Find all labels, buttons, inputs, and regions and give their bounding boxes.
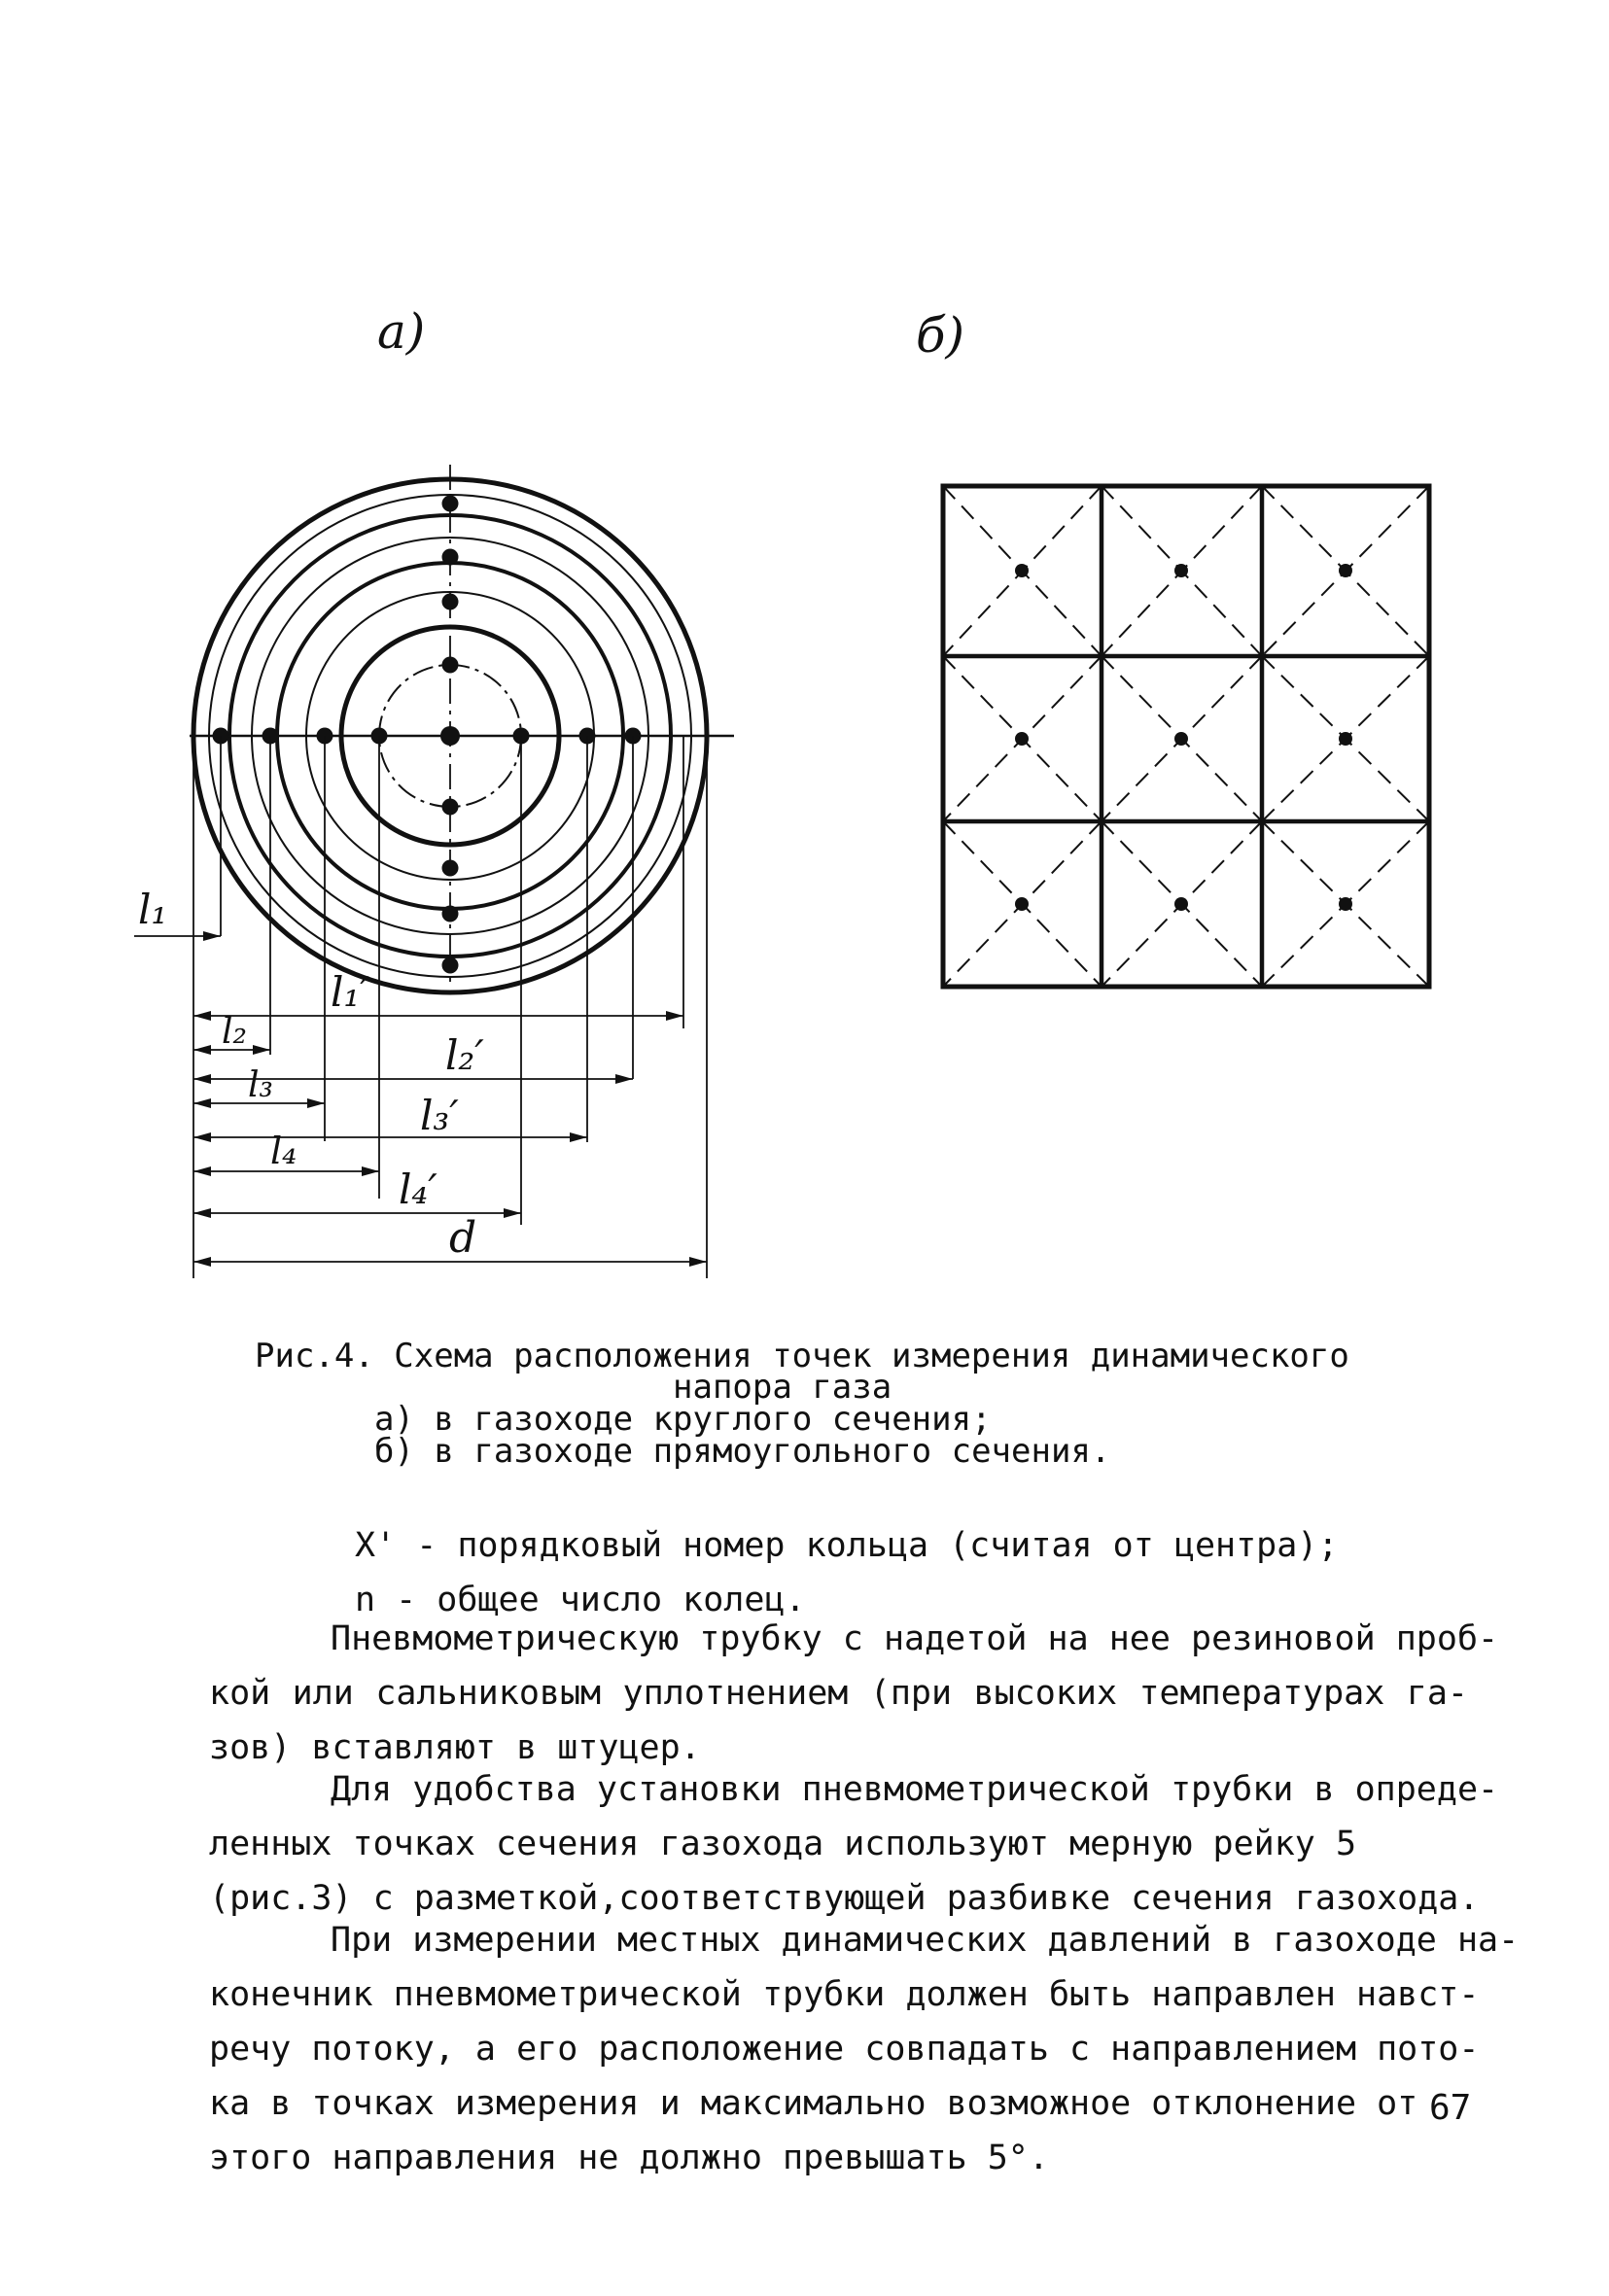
legend-x: X' - порядковый номер кольца (считая от центра);	[355, 1526, 1339, 1565]
label-l1: l₁	[138, 886, 168, 933]
measurement-point	[442, 594, 459, 610]
paragraph-line: речу потоку, а его расположение совпадать с направлением пото-	[209, 2030, 1480, 2069]
measurement-point	[442, 549, 459, 566]
measurement-point	[442, 657, 459, 674]
measurement-point	[1339, 732, 1352, 746]
label-l4: l₄	[270, 1130, 297, 1172]
measurement-point	[1015, 732, 1029, 746]
dimension-labels	[138, 886, 484, 1263]
paragraph-line: этого направления не должно превышать 5°.	[209, 2139, 1049, 2177]
measurement-point	[1015, 897, 1029, 911]
measurement-point	[1015, 564, 1029, 577]
measurement-point	[442, 957, 459, 974]
label-l1-prime: l₁′	[331, 968, 369, 1016]
measurement-point	[1339, 564, 1352, 577]
figure-label-a: а)	[377, 303, 426, 360]
measurement-point	[442, 799, 459, 816]
page-number: 67	[1429, 2088, 1472, 2128]
paragraph-line: кой или сальниковым уплотнением (при высоких температурах га-	[209, 1674, 1468, 1713]
paragraph-line: При измерении местных динамических давлений в газоходе на-	[331, 1921, 1520, 1960]
paragraph-line: Для удобства установки пневмометрической трубки в опреде-	[331, 1770, 1499, 1809]
label-l4-prime: l₄′	[399, 1165, 437, 1213]
label-l2-prime: l₂′	[445, 1031, 484, 1079]
paragraph-1	[209, 1612, 1499, 1775]
measurement-point	[1339, 897, 1352, 911]
figure-caption-line1: Рис.4. Схема расположения точек измерения динамического	[255, 1337, 1349, 1375]
paragraph-3	[209, 1913, 1520, 2185]
measurement-point	[1174, 897, 1188, 911]
paragraph-line: зов) вставляют в штуцер.	[209, 1728, 701, 1767]
measurement-point	[442, 906, 459, 922]
measurement-point	[440, 726, 460, 746]
paragraph-line: Пневмометрическую трубку с надетой на нее резиновой проб-	[331, 1619, 1499, 1658]
figure-caption-line3: а) в газоходе круглого сечения;	[374, 1400, 992, 1439]
figure-caption-line4: б) в газоходе прямоугольного сечения.	[374, 1432, 1111, 1471]
figure-caption-line2: напора газа	[673, 1368, 892, 1407]
paragraph-2	[209, 1762, 1499, 1926]
label-d: d	[449, 1213, 477, 1263]
label-l3: l₃	[248, 1065, 273, 1105]
measurement-point	[1174, 732, 1188, 746]
measurement-point	[442, 860, 459, 877]
label-l2: l₂	[222, 1012, 247, 1052]
paragraph-line: конечник пневмометрической трубки должен быть направлен навст-	[209, 1975, 1480, 2014]
paragraph-line: ленных точках сечения газохода используют мерную рейку 5	[209, 1825, 1357, 1863]
figure-label-b: б)	[916, 307, 965, 364]
paragraph-line: ка в точках измерения и максимально возможное отклонение от	[209, 2084, 1418, 2123]
paragraph-line: (рис.3) с разметкой,соответствующей разбивке сечения газохода.	[209, 1879, 1480, 1918]
label-l3-prime: l₃′	[420, 1092, 459, 1139]
legend-n: n - общее число колец.	[355, 1581, 806, 1619]
measurement-point	[1174, 564, 1188, 577]
measurement-point	[442, 496, 459, 512]
rectangular-measurement-points	[1015, 564, 1352, 911]
